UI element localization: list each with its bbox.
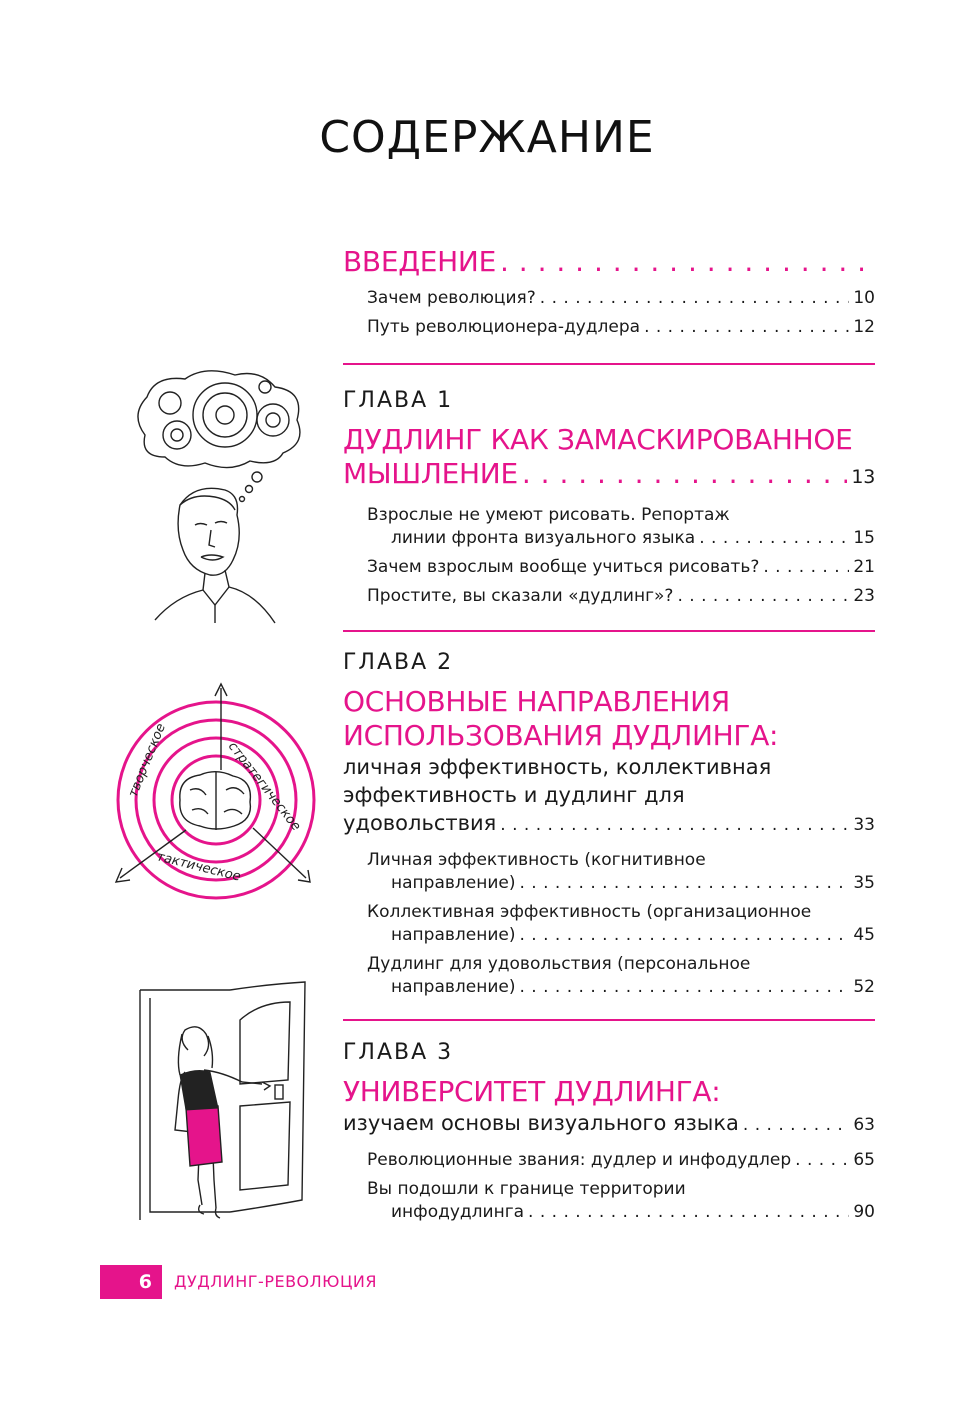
intro-heading-row[interactable]: [343, 245, 875, 279]
diagram-label-tactical: тактическое: [155, 849, 243, 885]
toc-chapter-1: [343, 388, 875, 632]
chapter-label: ГЛАВА 1: [343, 388, 454, 413]
thinking-man-illustration: [125, 365, 315, 625]
entry-text: Коллективная эффективность (организационное: [367, 902, 812, 922]
entry-text: Дудлинг для удовольствия (персональное: [367, 954, 751, 974]
chapter-heading[interactable]: УНИВЕРСИТЕТ ДУДЛИНГА:: [343, 1075, 721, 1108]
entry-text: Революционные звания: дудлер и инфодудлер: [367, 1150, 792, 1170]
leader-dots: [519, 924, 849, 947]
toc-entry[interactable]: [343, 556, 875, 579]
entry-text: Личная эффективность (когнитивное: [367, 850, 706, 870]
entry-text-cont: направление): [391, 873, 516, 893]
entry-page: 45: [853, 925, 875, 945]
leader-dots: [519, 872, 849, 895]
chapter-subtitle: личная эффективность, коллективная: [343, 755, 772, 779]
leader-dots: [519, 976, 849, 999]
entry-page: 52: [853, 977, 875, 997]
chapter-label: ГЛАВА 3: [343, 1040, 454, 1065]
entry-text-cont: направление): [391, 977, 516, 997]
chapter-page: 63: [853, 1115, 875, 1135]
entry-page: 65: [853, 1150, 875, 1170]
intro-heading: ВВЕДЕНИЕ: [343, 245, 496, 278]
toc-chapter-3: [343, 1040, 875, 1224]
toc-entry[interactable]: [343, 504, 875, 550]
leader-dots: [540, 287, 850, 310]
leader-dots: [500, 245, 871, 279]
toc-entry[interactable]: [343, 287, 875, 310]
leader-dots: [763, 556, 849, 579]
chapter-page: 13: [851, 466, 875, 488]
entry-text: Зачем революция?: [367, 288, 536, 308]
entry-page: 35: [853, 873, 875, 893]
chapter-page: 33: [853, 815, 875, 835]
section-divider: [343, 1019, 875, 1021]
woman-door-illustration: [130, 980, 310, 1225]
running-footer-title: ДУДЛИНГ-РЕВОЛЮЦИЯ: [174, 1272, 377, 1291]
toc-entry[interactable]: [343, 1149, 875, 1172]
leader-dots: [699, 527, 849, 550]
section-divider: [343, 630, 875, 632]
entry-text: Простите, вы сказали «дудлинг»?: [367, 586, 674, 606]
chapter-subtitle: изучаем основы визуального языка: [343, 1111, 739, 1135]
toc-entry[interactable]: [343, 585, 875, 608]
toc-entry[interactable]: [343, 901, 875, 947]
toc-entry[interactable]: [343, 1178, 875, 1224]
entry-page: 12: [853, 317, 875, 337]
entry-text-cont: линии фронта визуального языка: [391, 528, 696, 548]
leader-dots: [500, 811, 849, 839]
brain-diagram-illustration: [108, 680, 323, 905]
toc-intro: [343, 245, 875, 365]
chapter-subtitle-end: удовольствия: [343, 811, 497, 835]
chapter-subtitle-row[interactable]: [343, 809, 875, 839]
leader-dots: [743, 1111, 849, 1139]
entry-page: 21: [853, 557, 875, 577]
toc-entry[interactable]: [343, 849, 875, 895]
chapter-subtitle-row[interactable]: [343, 1109, 875, 1139]
section-divider: [343, 363, 875, 365]
leader-dots: [528, 1201, 849, 1224]
chapter-label: ГЛАВА 2: [343, 650, 454, 675]
page-number-badge: 6: [100, 1265, 162, 1299]
diagram-label-creative: творческое: [125, 721, 169, 800]
chapter-heading-line2[interactable]: ИСПОЛЬЗОВАНИЯ ДУДЛИНГА:: [343, 719, 779, 752]
toc-entry[interactable]: [343, 953, 875, 999]
entry-page: 90: [853, 1202, 875, 1222]
chapter-heading[interactable]: ОСНОВНЫЕ НАПРАВЛЕНИЯ: [343, 685, 730, 718]
page-title: СОДЕРЖАНИЕ: [319, 112, 655, 163]
entry-page: 23: [853, 586, 875, 606]
entry-text: Вы подошли к границе территории: [367, 1179, 686, 1199]
entry-page: 15: [853, 528, 875, 548]
leader-dots: [522, 457, 848, 491]
diagram-label-strategic: стратегическое: [224, 739, 304, 834]
leader-dots: [795, 1149, 849, 1172]
toc-entry[interactable]: [343, 316, 875, 339]
entry-text: Зачем взрослым вообще учиться рисовать?: [367, 557, 760, 577]
entry-text: Путь революционера-дудлера: [367, 317, 641, 337]
chapter-heading[interactable]: ДУДЛИНГ КАК ЗАМАСКИРОВАННОЕ: [343, 423, 853, 456]
chapter-subtitle: эффективность и дудлинг для: [343, 783, 685, 807]
chapter-heading-line2: МЫШЛЕНИЕ: [343, 457, 518, 490]
chapter-heading-row[interactable]: [343, 457, 875, 494]
toc-chapter-2: [343, 650, 875, 1021]
entry-text-cont: направление): [391, 925, 516, 945]
entry-text-cont: инфодудлинга: [391, 1202, 525, 1222]
entry-text: Взрослые не умеют рисовать. Репортаж: [367, 505, 730, 525]
leader-dots: [644, 316, 849, 339]
entry-page: 10: [853, 288, 875, 308]
leader-dots: [677, 585, 849, 608]
